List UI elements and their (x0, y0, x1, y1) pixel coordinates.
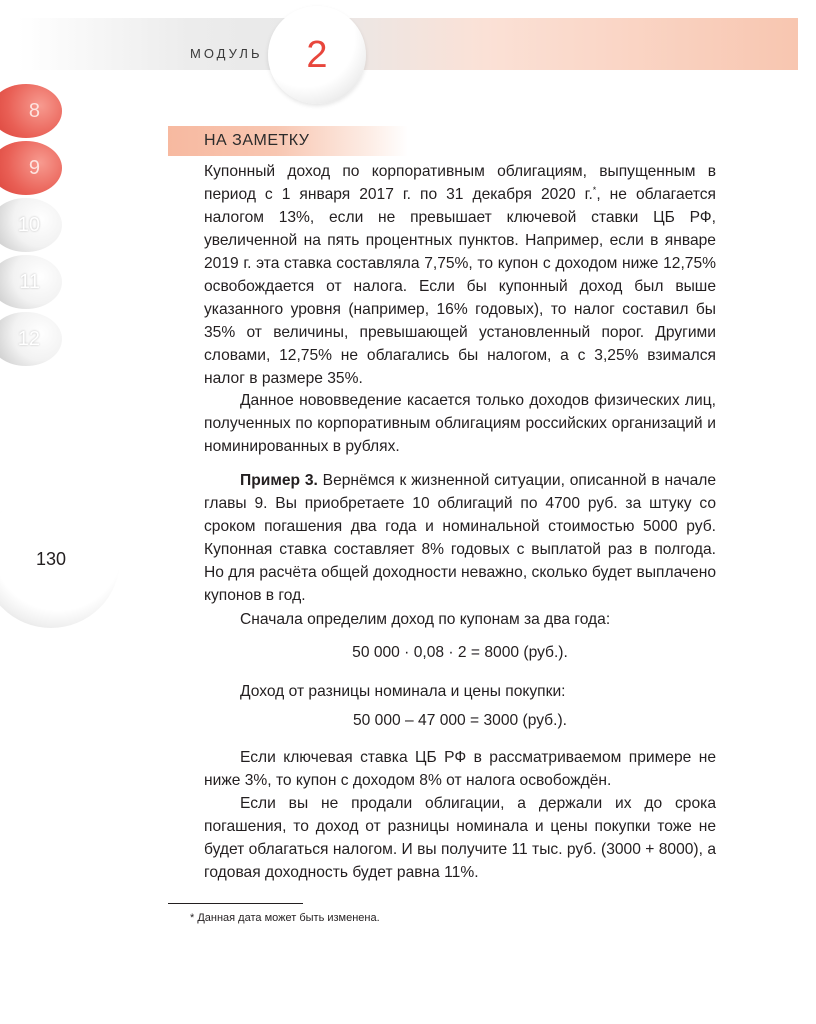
example-text: Вернёмся к жизненной ситуации, описанной в начале главы 9. Вы приобретаете 10 облигаций по 4700 руб. за штуку со сроком погашения два года и номинальной стоимостью 5000 руб. Купонная ставка составляет 8% годовых с выплатой раз в полгода. Но для расчёта общей доходности неважно, сколько будет выплачено купонов в год. (204, 472, 717, 604)
module-label: МОДУЛЬ (190, 46, 263, 61)
chapter-tab-12[interactable]: 12 (0, 312, 62, 366)
chapter-tab-8[interactable]: 8 (0, 84, 62, 138)
formula-2: 50 000 – 47 000 = 3000 (руб.). (353, 712, 567, 729)
note-heading: НА ЗАМЕТКУ (168, 126, 408, 156)
formula-1: 50 000 · 0,08 · 2 = 8000 (руб.). (352, 644, 568, 661)
chapter-tab-11[interactable]: 11 (0, 255, 62, 309)
note-paragraph-2: Данное нововведение касается только доходов физических лиц, полученных по корпоративным облигациям российских организаций и номинированных в рублях. (204, 392, 716, 455)
example-paragraph (204, 469, 716, 607)
footnote: * Данная дата может быть изменена. (190, 912, 380, 924)
page-number: 130 (0, 490, 120, 628)
chapter-tab-10[interactable]: 10 (0, 198, 62, 252)
example-label: Пример 3. (240, 472, 318, 489)
module-number-badge: 2 (268, 6, 366, 104)
note-p1-end: , не облагается налогом 13%, если не превышает ключевой ставки ЦБ РФ, увеличенной на пять процентных пунктов. Например, если в январе 2019 г. эта ставка составляла 7,75%, то купон с доходом ниже 12,75% освобождается от налога. Если бы купонный доход был выше указанного уровня (например, 16% годовых), то налог составил бы 35% от величины, превышающей установленный порог. Другими словами, 12,75% не облагались бы налогом, а с 3,25% взимался налог в размере 35%. (204, 186, 716, 387)
paragraph-3: Если ключевая ставка ЦБ РФ в рассматриваемом примере не ниже 3%, то купон с доходом 8% от налога освобождён. (204, 749, 716, 789)
note-p1-start: Купонный доход по корпоративным облигациям, выпущенным в период с 1 января 2017 г. по 31 декабря 2020 г. (204, 163, 716, 203)
note-paragraph-1 (204, 160, 716, 390)
step-2-text: Доход от разницы номинала и цены покупки: (240, 683, 566, 700)
header-band (18, 18, 798, 70)
footnote-divider (168, 903, 303, 904)
footnote-marker: * (592, 184, 597, 195)
step-1-text: Сначала определим доход по купонам за два года: (240, 611, 611, 628)
chapter-tab-9[interactable]: 9 (0, 141, 62, 195)
paragraph-4: Если вы не продали облигации, а держали их до срока погашения, то доход от разницы номинала и цены покупки тоже не будет облагаться налогом. И вы получите 11 тыс. руб. (3000 + 8000), а годовая доходность будет равна 11%. (204, 795, 716, 881)
